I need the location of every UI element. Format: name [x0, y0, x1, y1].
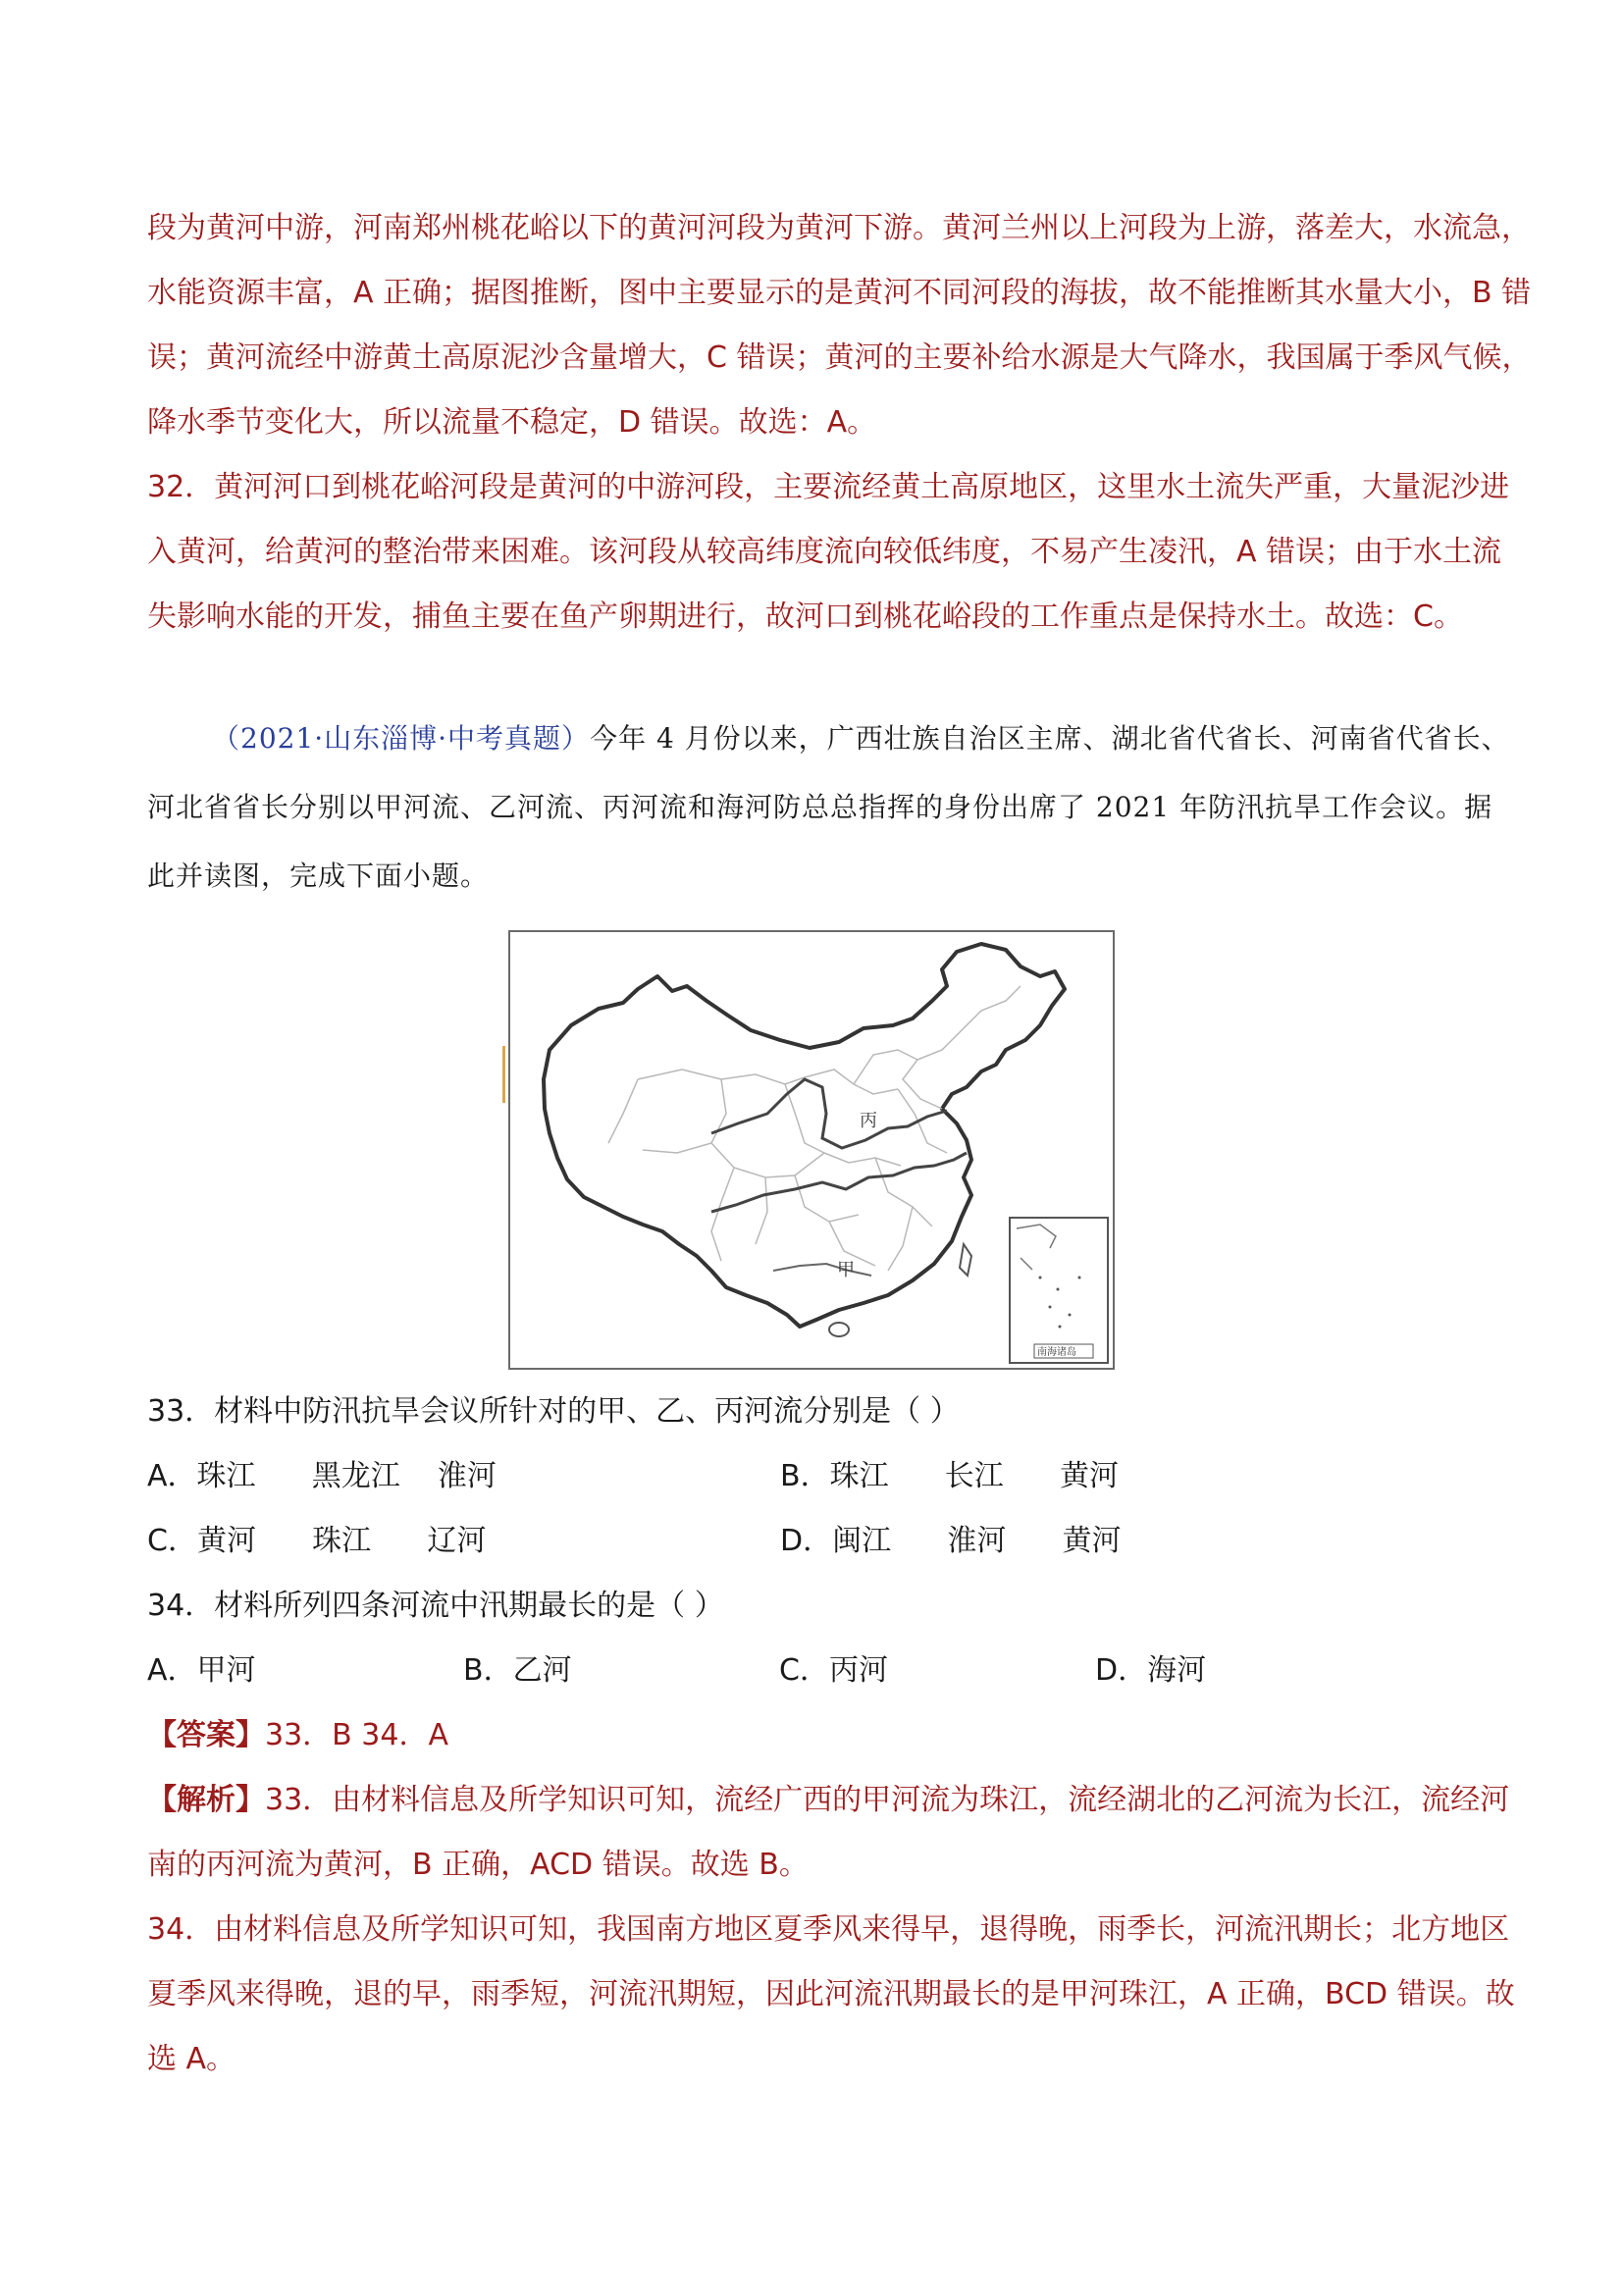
china-border [544, 944, 1065, 1327]
yangtze-river [711, 1153, 967, 1212]
q34-options [147, 1639, 1487, 1703]
south-china-sea-inset [1009, 1217, 1109, 1364]
explanation-line: 误；黄河流经中游黄土高原泥沙含量增大，C 错误；黄河的主要补给水源是大气降水，我国属于季风气候， [147, 340, 1532, 375]
explanation-line: 降水季节变化大，所以流量不稳定，D 错误。故选：A。 [147, 405, 877, 440]
analysis-line: 选 A。 [147, 2042, 236, 2076]
inset-label: 南海诸岛 [1037, 1347, 1076, 1358]
q34-option-c[interactable]: C．丙河 [779, 1653, 888, 1688]
analysis-label: 【解析】 [147, 1783, 265, 1817]
analysis-text: 33．由材料信息及所学知识可知，流经广西的甲河流为珠江，流经湖北的乙河流为长江，流经河 [265, 1783, 1510, 1817]
analysis-line [147, 1768, 1510, 1833]
section-gap [147, 650, 1487, 704]
previous-explanation [147, 196, 1532, 650]
analysis-block [147, 1768, 1515, 2092]
q33-option-c[interactable]: C．黄河 珠江 辽河 [147, 1524, 487, 1558]
q33-option-a[interactable]: A．珠江 黑龙江 淮河 [147, 1459, 497, 1493]
explanation-line: 32．黄河河口到桃花峪河段是黄河的中游河段，主要流经黄土高原地区，这里水土流失严重，大量泥沙进 [147, 470, 1510, 504]
explanation-line: 入黄河，给黄河的整治带来困难。该河段从较高纬度流向较低纬度，不易产生凌汛，A 错误；由于水土流 [147, 535, 1502, 569]
pearl-river [773, 1264, 871, 1276]
answer-text: 33．B 34．A [265, 1718, 448, 1752]
analysis-line: 34．由材料信息及所学知识可知，我国南方地区夏季风来得早，退得晚，雨季长，河流汛期长；北方地区 [147, 1912, 1510, 1947]
taiwan-island [960, 1244, 971, 1276]
explanation-line: 水能资源丰富，A 正确；据图推断，图中主要显示的是黄河不同河段的海拔，故不能推断其水量大小，B 错 [147, 276, 1532, 310]
china-map-figure [508, 930, 1115, 1370]
analysis-line: 夏季风来得晚，退的早，雨季短，河流汛期短，因此河流汛期最长的是甲河珠江，A 正确，BCD 错误。故 [147, 1977, 1515, 2011]
hainan-island [829, 1323, 849, 1336]
material-line: 河北省省长分别以甲河流、乙河流、丙河流和海河防总总指挥的身份出席了 2021 年防汛抗旱工作会议。据 [147, 791, 1493, 823]
q33-stem: 33．材料中防汛抗旱会议所针对的甲、乙、丙河流分别是（ ） [147, 1394, 960, 1429]
answer-line [147, 1703, 1487, 1768]
explanation-line: 段为黄河中游，河南郑州桃花峪以下的黄河河段为黄河下游。黄河兰州以上河段为上游，落差大，水流急， [147, 211, 1531, 245]
q34-stem: 34．材料所列四条河流中汛期最长的是（ ） [147, 1589, 724, 1623]
q33-options-row2 [147, 1509, 1487, 1574]
answer-label: 【答案】 [147, 1718, 265, 1752]
material-line: 此并读图，完成下面小题。 [147, 860, 490, 892]
inset-map [1011, 1219, 1107, 1362]
q34-option-d[interactable]: D．海河 [1095, 1653, 1207, 1688]
analysis-line: 南的丙河流为黄河，B 正确，ACD 错误。故选 B。 [147, 1848, 809, 1882]
source-link[interactable]: （2021·山东淄博·中考真题） [212, 722, 591, 755]
map-frame [508, 930, 1115, 1370]
margin-marker [502, 1046, 505, 1103]
q33-option-d[interactable]: D．闽江 淮河 黄河 [780, 1524, 1122, 1558]
q33-options-row1 [147, 1444, 1487, 1509]
map-label-bing: 丙 [860, 1111, 877, 1130]
material-text [147, 704, 1510, 911]
map-label-jia: 甲 [837, 1260, 855, 1279]
q34-option-b[interactable]: B．乙河 [463, 1653, 572, 1688]
document-page [147, 196, 1532, 2092]
q34-option-a[interactable]: A．甲河 [147, 1653, 256, 1688]
q33-option-b[interactable]: B．珠江 长江 黄河 [780, 1459, 1120, 1493]
material-line: 今年 4 月份以来，广西壮族自治区主席、湖北省代省长、河南省代省长、 [590, 722, 1510, 755]
explanation-line: 失影响水能的开发，捕鱼主要在鱼产卵期进行，故河口到桃花峪段的工作重点是保持水土。故选：C。 [147, 600, 1463, 634]
